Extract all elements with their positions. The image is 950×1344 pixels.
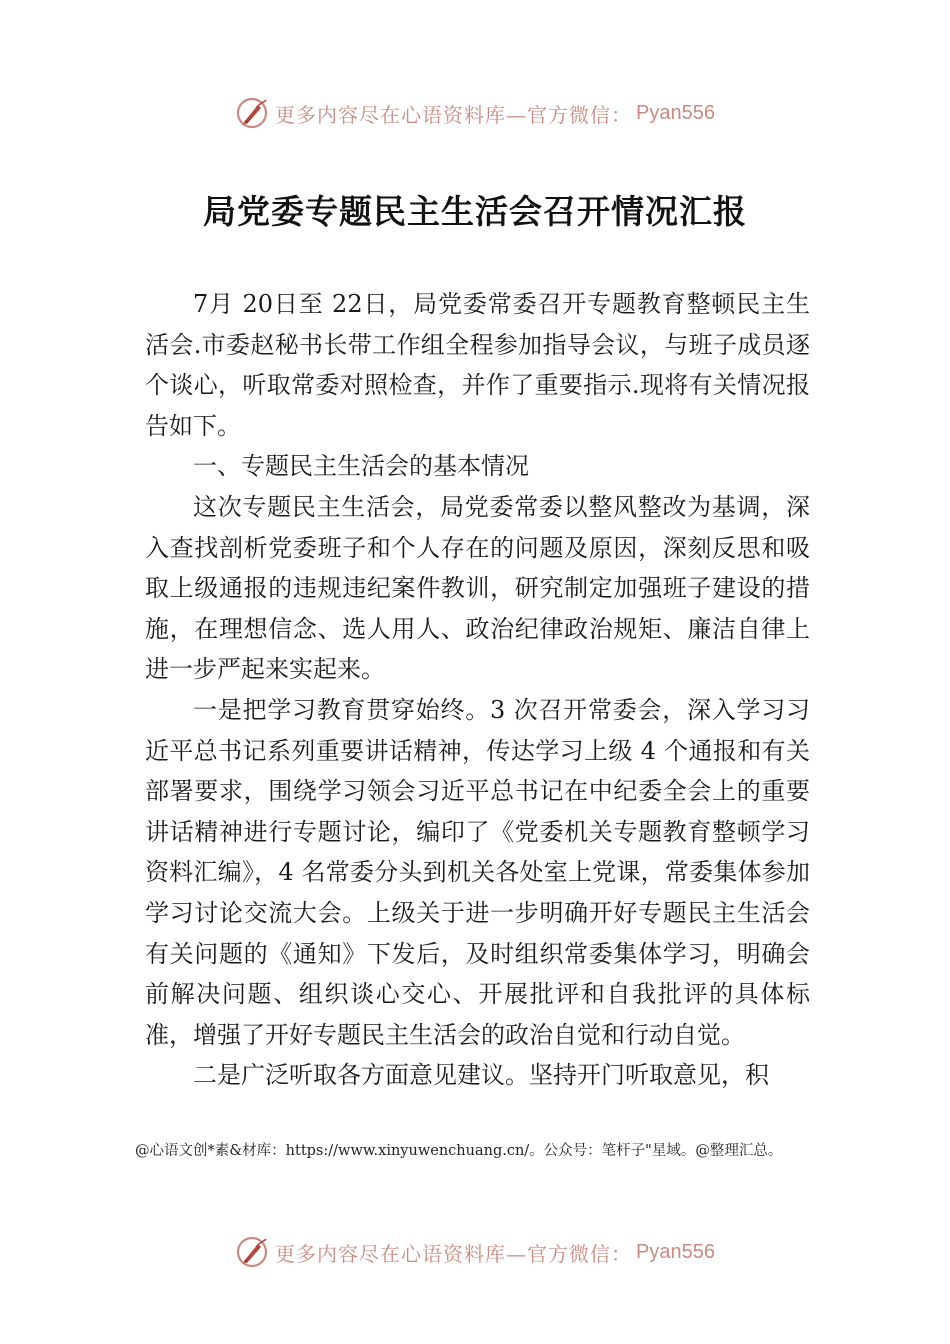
document-body <box>145 284 810 1096</box>
banner-wechat-id: Pyan556 <box>636 101 715 124</box>
section-heading: 一、专题民主生活会的基本情况 <box>193 452 529 481</box>
footer-note: @心语文创*素&材库：https://www.xinyuwenchuang.cn/。公众号：笔杆子"星域。@整理汇总。 <box>135 1143 783 1159</box>
banner-text: 更多内容尽在心语资料库—官方微信： <box>275 102 633 127</box>
paragraph: 一是把学习教育贯穿始终。3 次召开常委会，深入学习习近平总书记系列重要讲话精神，传达学习上级 4 个通报和有关部署要求，围绕学习领会习近平总书记在中纪委全会上的重要讲话精神进行专题讨论，编印了《党委机关专题教育整顿学习资料汇编》，4 名常委分头到机关各处室上党课，常委集体参加学习讨论交流大会。上级关于进一步明确开好专题民主生活会有关问题的《通知》下发后，及时组织常委集体学习，明确会前解决问题、组织谈心交心、开展批评和自我批评的具体标准，增强了开好专题民主生活会的政治自觉和行动自觉。 <box>145 695 810 1049</box>
paragraph: 这次专题民主生活会，局党委常委以整风整改为基调，深入查找剖析党委班子和个人存在的问题及原因，深刻反思和吸取上级通报的违规违纪案件教训，研究制定加强班子建设的措施，在理想信念、选人用人、政治纪律政治规矩、廉洁自律上进一步严起来实起来。 <box>145 492 810 684</box>
document-title: 局党委专题民主生活会召开情况汇报 <box>203 192 747 231</box>
paragraph: 二是广泛听取各方面意见建议。坚持开门听取意见，积 <box>193 1061 769 1090</box>
header-banner <box>0 93 950 133</box>
quill-pen-logo-icon <box>235 96 269 130</box>
banner-text: 更多内容尽在心语资料库—官方微信： <box>275 1241 633 1266</box>
banner-wechat-id: Pyan556 <box>636 1240 715 1263</box>
paragraph: 7月 20日至 22日，局党委常委召开专题教育整顿民主生活会.市委赵秘书长带工作组全程参加指导会议，与班子成员逐个谈心，听取常委对照检查，并作了重要指示.现将有关情况报告如下。 <box>145 290 810 440</box>
quill-pen-logo-icon <box>235 1235 269 1269</box>
footer-banner <box>0 1232 950 1272</box>
